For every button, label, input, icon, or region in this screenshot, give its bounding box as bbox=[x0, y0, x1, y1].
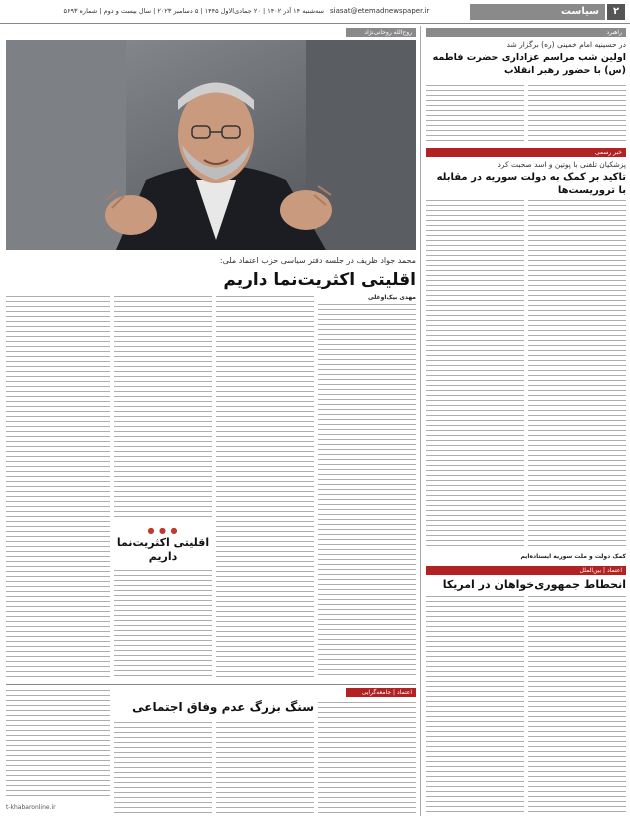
main-body-col3b bbox=[114, 570, 212, 679]
story2-body-right bbox=[528, 200, 626, 550]
main-kicker: محمد جواد ظریف در جلسه دفتر سیاسی حزب اعتماد ملی: bbox=[219, 256, 416, 265]
bottom-body-col1 bbox=[318, 702, 416, 814]
story2-title[interactable]: تاکید بر کمک به دولت سوریه در مقابله با تروریست‌ها bbox=[436, 172, 626, 196]
bottom-body-col2 bbox=[216, 722, 314, 814]
bottom-url[interactable]: t-khabaronline.ir bbox=[6, 804, 56, 811]
section-title: سیاست bbox=[470, 4, 605, 20]
story2-body-left bbox=[426, 200, 524, 550]
pull-quote: اقلیتی اکثریت‌نما داریم bbox=[116, 536, 210, 563]
section-tag-society: اعتماد | جامعه‌گرایی bbox=[346, 688, 416, 697]
page-number: ۲ bbox=[607, 4, 625, 20]
header-divider bbox=[0, 23, 630, 24]
section-tag-news: خبر رسمی bbox=[426, 148, 626, 157]
story2-kicker: پزشکیان تلفنی با پوتین و اسد صحبت کرد bbox=[497, 160, 626, 169]
story1-kicker: در حسینیه امام خمینی (ره) برگزار شد bbox=[506, 40, 626, 49]
story2-subhead: کمک دولت و ملت سوریه ایستاده‌ایم bbox=[520, 553, 626, 560]
main-body-col2 bbox=[216, 296, 314, 679]
column-divider bbox=[420, 26, 421, 816]
bottom-headline[interactable]: سنگ بزرگ عدم وفاق اجتماعی bbox=[132, 700, 314, 714]
zarif-photo bbox=[6, 40, 416, 250]
story3-body-left bbox=[426, 596, 524, 814]
story3-title[interactable]: انحطاط جمهوری‌خواهان در امریکا bbox=[442, 578, 626, 591]
story1-title[interactable]: اولین شب مراسم عزاداری حضرت فاطمه (س) با حضور رهبر انقلاب bbox=[432, 52, 626, 76]
section-tag-intl: اعتماد | بین‌الملل bbox=[426, 566, 626, 575]
story3-body-right bbox=[528, 596, 626, 814]
story1-body-left bbox=[426, 85, 524, 143]
bottom-body-col4 bbox=[6, 690, 110, 800]
portrait-illustration bbox=[6, 40, 416, 250]
main-body-col4 bbox=[6, 296, 110, 679]
date-line: سه‌شنبه ۱۴ آذر ۱۴۰۲ | ۲۰ جمادی‌الاول ۱۴۴۵ | ۵ دسامبر ۲۰۲۳ | سال بیست و دوم | شماره ۵۶۹۳ bbox=[63, 7, 324, 15]
main-body-col3 bbox=[114, 296, 212, 521]
main-body-col1 bbox=[318, 304, 416, 679]
section-tag-rahbord: راهبرد bbox=[426, 28, 626, 37]
website-address[interactable]: siasat@etemadnewspaper.ir bbox=[330, 7, 430, 15]
story1-body-right bbox=[528, 85, 626, 143]
byline: مهدی بیک‌اوغلی bbox=[368, 294, 416, 301]
photo-credit: روح‌الله روحانی‌نژاد bbox=[346, 28, 416, 37]
pullquote-ornament-top: ● ● ● bbox=[147, 526, 179, 535]
main-headline[interactable]: اقلیتی اکثریت‌نما داریم bbox=[223, 270, 416, 290]
bottom-body-col3 bbox=[114, 722, 212, 814]
bottom-divider bbox=[6, 684, 416, 685]
